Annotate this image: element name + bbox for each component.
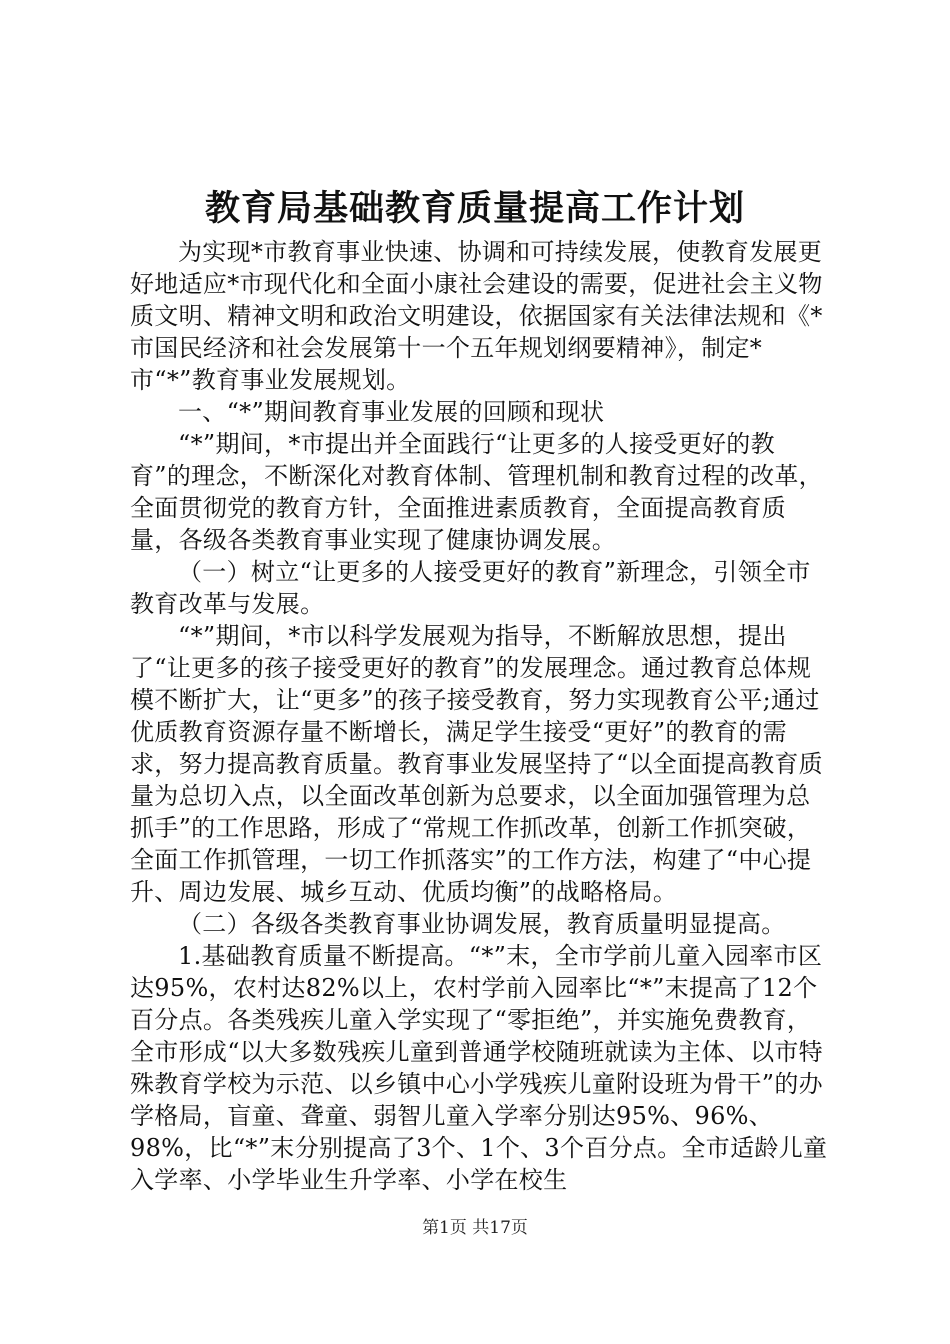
document-title: 教育局基础教育质量提高工作计划: [204, 188, 745, 229]
paragraph-review: “*”期间，*市提出并全面践行“让更多的人接受更好的教育”的理念，不断深化对教育体制、管理机制和教育过程的改革，全面贯彻党的教育方针，全面推进素质教育，全面提高教育质量，各级各类教育事业实现了健康协调发展。: [130, 430, 823, 554]
document-body: [130, 236, 830, 1196]
subsection-heading-1: （一）树立“让更多的人接受更好的教育”新理念，引领全市教育改革与发展。: [130, 558, 811, 618]
paragraph-basic-education: 1.基础教育质量不断提高。“*”末，全市学前儿童入园率市区达95%，农村达82%以上，农村学前入园率比“*”末提高了12个百分点。各类残疾儿童入学实现了“零拒绝”，并实施免费教育，全市形成“以大多数残疾儿童到普通学校随班就读为主体、以市特殊教育学校为示范、以乡镇中心小学残疾儿童附设班为骨干”的办学格局，盲童、聋童、弱智儿童入学率分别达95%、96%、98%，比“*”末分别提高了3个、1个、3个百分点。全市适龄儿童入学率、小学毕业生升学率、小学在校生: [130, 942, 828, 1194]
paragraph-development-concept: “*”期间，*市以科学发展观为指导，不断解放思想，提出了“让更多的孩子接受更好的教育”的发展理念。通过教育总体规模不断扩大，让“更多”的孩子接受教育，努力实现教育公平;通过优质教育资源存量不断增长，满足学生接受“更好”的教育的需求，努力提高教育质量。教育事业发展坚持了“以全面提高教育质量为总切入点，以全面改革创新为总要求，以全面加强管理为总抓手”的工作思路，形成了“常规工作抓改革，创新工作抓突破，全面工作抓管理，一切工作抓落实”的工作方法，构建了“中心提升、周边发展、城乡互动、优质均衡”的战略格局。: [130, 622, 823, 906]
subsection-heading-2: （二）各级各类教育事业协调发展，教育质量明显提高。: [178, 910, 786, 938]
section-heading-1: 一、“*”期间教育事业发展的回顾和现状: [178, 398, 605, 426]
paragraph-intro: 为实现*市教育事业快速、协调和可持续发展，使教育发展更好地适应*市现代化和全面小康社会建设的需要，促进社会主义物质文明、精神文明和政治文明建设，依据国家有关法律法规和《*市国民经济和社会发展第十一个五年规划纲要精神》，制定*市“*”教育事业发展规划。: [130, 238, 823, 394]
page-number: 第1页 共17页: [422, 1218, 528, 1238]
